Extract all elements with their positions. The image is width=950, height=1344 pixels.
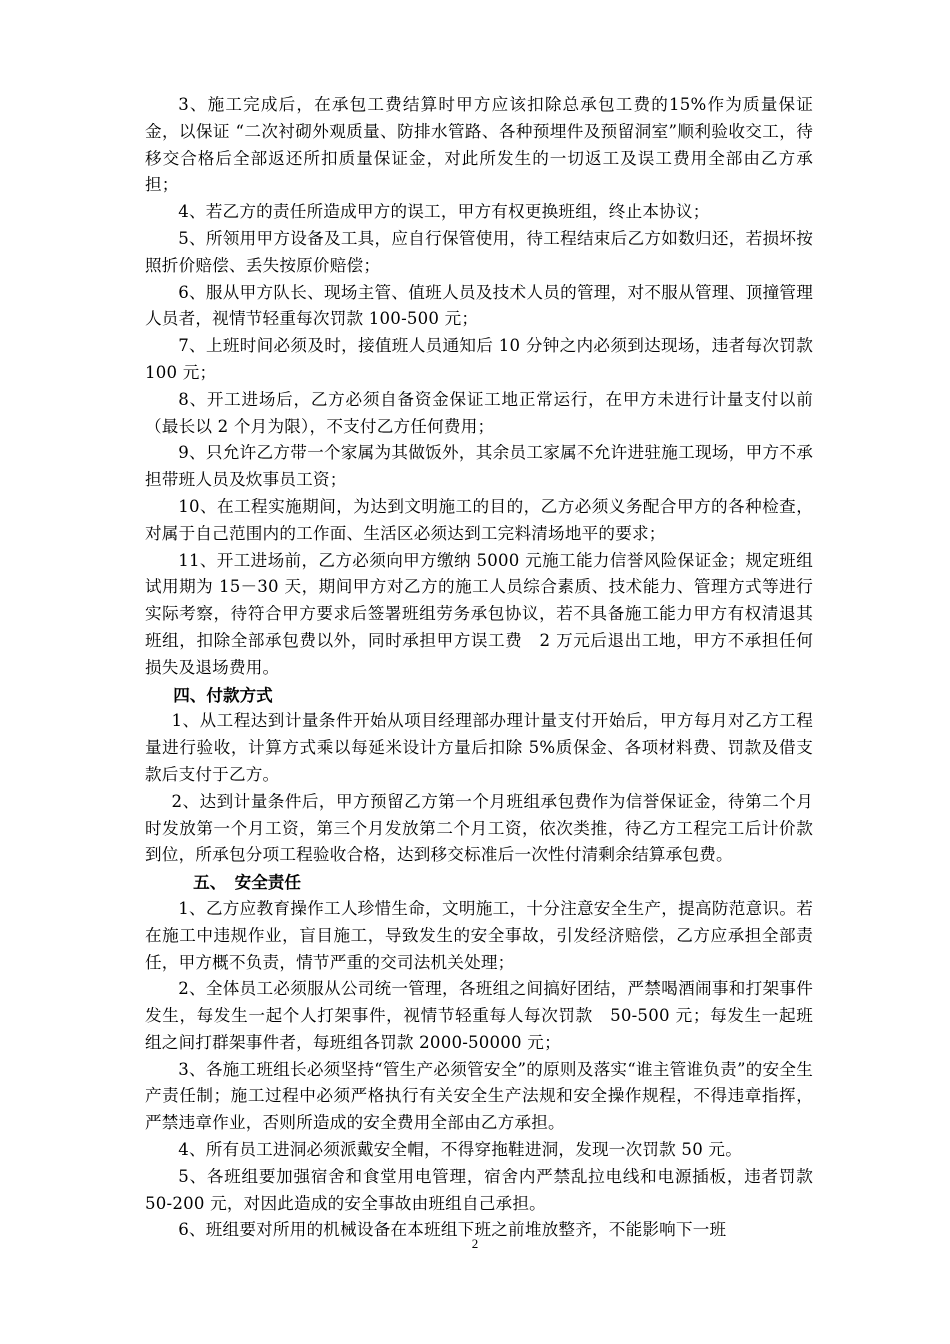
page-number: 2	[471, 1236, 479, 1251]
section-heading-safety: 五、 安全责任	[193, 872, 301, 893]
safety-clause-5: 5、各班组要加强宿舍和食堂用电管理，宿舍内严禁乱拉电线和电源插板，违者罚款 50-200 元，对因此造成的安全事故由班组自己承担。	[145, 1166, 813, 1213]
clause-4: 4、若乙方的责任所造成甲方的误工，甲方有权更换班组，终止本协议；	[178, 202, 710, 222]
payment-clause-2: 2、达到计量条件后，甲方预留乙方第一个月班组承包费作为信誉保证金，待第二个月时发放第一个月工资，第三个月发放第二个月工资，依次类推，待乙方工程完工后计价款到位，所承包分项工程验收合格，达到移交标准后一次性付清剩余结算承包费。	[145, 791, 813, 865]
clause-5: 5、所领用甲方设备及工具，应自行保管使用，待工程结束后乙方如数归还，若损坏按照折价赔偿、丢失按原价赔偿；	[145, 228, 813, 275]
clause-11: 11、开工进场前，乙方必须向甲方缴纳 5000 元施工能力信誉风险保证金；规定班组试用期为 15－30 天，期间甲方对乙方的施工人员综合素质、技术能力、管理方式等进行实际考察，待符合甲方要求后签署班组劳务承包协议，若不具备施工能力甲方有权清退其班组，扣除全部承包费以外，同时承担甲方误工费 2 万元后退出工地，甲方不承担任何损失及退场费用。	[145, 550, 813, 677]
clause-7: 7、上班时间必须及时，接值班人员通知后 10 分钟之内必须到达现场，违者每次罚款 100 元；	[145, 336, 813, 382]
clause-3: 3、施工完成后，在承包工费结算时甲方应该扣除总承包工费的15%作为质量保证金，以保证 “二次衬砌外观质量、防排水管路、各种预埋件及预留洞室”顺利验收交工，待移交合格后全部返还所扣质量保证金，对此所发生的一切返工及误工费用全部由乙方承担；	[145, 95, 813, 195]
safety-clause-2: 2、全体员工必须服从公司统一管理，各班组之间搞好团结，严禁喝酒闹事和打架事件发生，每发生一起个人打架事件，视情节轻重每人每次罚款 50-500 元；每发生一起班组之间打群架事件者，每班组各罚款 2000-50000 元；	[145, 979, 813, 1052]
safety-clause-1: 1、乙方应教育操作工人珍惜生命，文明施工，十分注意安全生产，提高防范意识。若在施工中违规作业，盲目施工，导致发生的安全事故，引发经济赔偿，乙方应承担全部责任，甲方概不负责，情节严重的交司法机关处理；	[145, 898, 813, 972]
payment-clause-1: 1、从工程达到计量条件开始从项目经理部办理计量支付开始后，甲方每月对乙方工程量进行验收，计算方式乘以每延米设计方量后扣除 5%质保金、各项材料费、罚款及借支款后支付于乙方。	[145, 711, 813, 784]
safety-clause-6: 6、班组要对所用的机械设备在本班组下班之前堆放整齐，不能影响下一班	[178, 1220, 727, 1240]
document-body	[145, 92, 813, 1244]
section-heading-payment: 四、付款方式	[173, 684, 273, 705]
clause-10: 10、在工程实施期间，为达到文明施工的目的，乙方必须义务配合甲方的各种检查，对属于自己范围内的工作面、生活区必须达到工完料清场地平的要求；	[145, 496, 813, 543]
clause-6: 6、服从甲方队长、现场主管、值班人员及技术人员的管理，对不服从管理、顶撞管理人员者，视情节轻重每次罚款 100-500 元；	[145, 282, 813, 329]
clause-9: 9、只允许乙方带一个家属为其做饭外，其余员工家属不允许进驻施工现场，甲方不承担带班人员及炊事员工资；	[145, 443, 813, 490]
safety-clause-3: 3、各施工班组长必须坚持“管生产必须管安全”的原则及落实“谁主管谁负责”的安全生产责任制；施工过程中必须严格执行有关安全生产法规和安全操作规程，不得违章指挥，严禁违章作业，否则所造成的安全费用全部由乙方承担。	[145, 1059, 813, 1133]
safety-clause-4: 4、所有员工进洞必须派戴安全帽，不得穿拖鞋进洞，发现一次罚款 50 元。	[178, 1140, 743, 1160]
clause-8: 8、开工进场后，乙方必须自备资金保证工地正常运行，在甲方未进行计量支付以前（最长以 2 个月为限），不支付乙方任何费用；	[145, 389, 813, 436]
